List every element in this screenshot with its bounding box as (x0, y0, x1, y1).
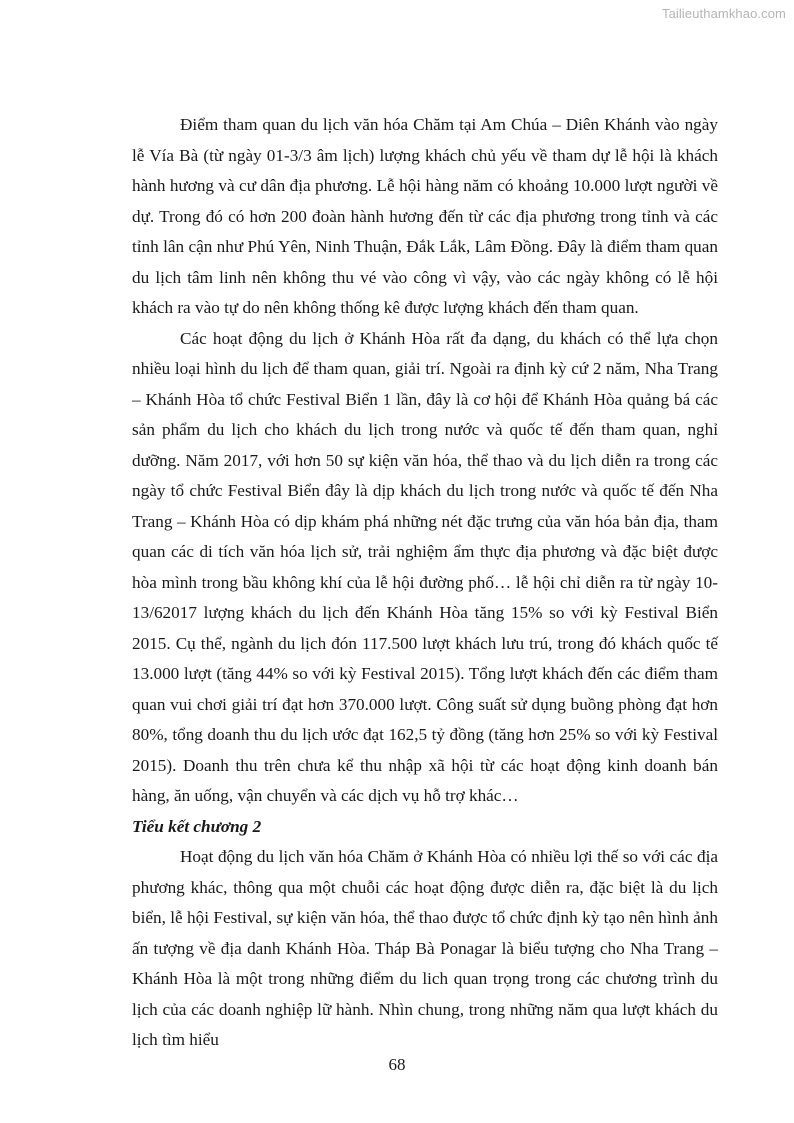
section-heading: Tiểu kết chương 2 (132, 816, 262, 836)
page-number: 68 (388, 1055, 406, 1074)
watermark: Tailieuthamkhao.com (661, 6, 786, 21)
paragraph-tourism-activities: Các hoạt động du lịch ở Khánh Hòa rất đa dạng, du khách có thể lựa chọn nhiều loại hình du lịch để tham quan, giải trí. Ngoài ra định kỳ cứ 2 năm, Nha Trang – Khánh Hòa tổ chức Festival Biển 1 lần, đây là cơ hội để Khánh Hòa quảng bá các sản phẩm du lịch cho khách du lịch trong nước và quốc tế đến tham quan, nghỉ dưỡng. Năm 2017, với hơn 50 sự kiện văn hóa, thể thao và du lịch diễn ra trong các ngày tổ chức Festival Biển đây là dịp khách du lịch trong nước và quốc tế đến Nha Trang – Khánh Hòa có dịp khám phá những nét đặc trưng của văn hóa bản địa, tham quan các di tích văn hóa lịch sử, trải nghiệm ẩm thực địa phương và đặc biệt được hòa mình trong bầu không khí của lễ hội đường phố… lễ hội chỉ diễn ra từ ngày 10-13/62017 lượng khách du lịch đến Khánh Hòa tăng 15% so với kỳ Festival Biển 2015. Cụ thể, ngành du lịch đón 117.500 lượt khách lưu trú, trong đó khách quốc tế 13.000 lượt (tăng 44% so với kỳ Festival 2015). Tổng lượt khách đến các điểm tham quan vui chơi giải trí đạt hơn 370.000 lượt. Công suất sử dụng buồng phòng đạt hơn 80%, tổng doanh thu du lịch ước đạt 162,5 tỷ đồng (tăng hơn 25% so với kỳ Festival 2015). Doanh thu trên chưa kể thu nhập xã hội từ các hoạt động kinh doanh bán hàng, ăn uống, vận chuyển và các dịch vụ hỗ trợ khác… (132, 328, 718, 805)
paragraph-chapter-summary: Hoạt động du lịch văn hóa Chăm ở Khánh Hòa có nhiều lợi thế so với các địa phương khác, thông qua một chuỗi các hoạt động được diễn ra, đặc biệt là du lịch biển, lễ hội Festival, sự kiện văn hóa, thể thao được tổ chức định kỳ tạo nên hình ảnh ấn tượng về địa danh Khánh Hòa. Tháp Bà Ponagar là biểu tượng cho Nha Trang – Khánh Hòa là một trong những điểm du lich quan trọng trong các chương trình du lịch của các doanh nghiệp lữ hành. Nhìn chung, trong những năm qua lượt khách du lịch tìm hiểu (132, 847, 718, 1049)
paragraph-am-chua: Điểm tham quan du lịch văn hóa Chăm tại Am Chúa – Diên Khánh vào ngày lễ Vía Bà (từ ngày 01-3/3 âm lịch) lượng khách chủ yếu về tham dự lễ hội là khách hành hương và cư dân địa phương. Lễ hội hàng năm có khoảng 10.000 lượt người về dự. Trong đó có hơn 200 đoàn hành hương đến từ các địa phương trong tỉnh và các tỉnh lân cận như Phú Yên, Ninh Thuận, Đắk Lắk, Lâm Đồng. Đây là điểm tham quan du lịch tâm linh nên không thu vé vào công vì vậy, vào các ngày không có lễ hội khách ra vào tự do nên không thống kê được lượng khách đến tham quan. (132, 115, 718, 317)
document-body (132, 110, 718, 1056)
